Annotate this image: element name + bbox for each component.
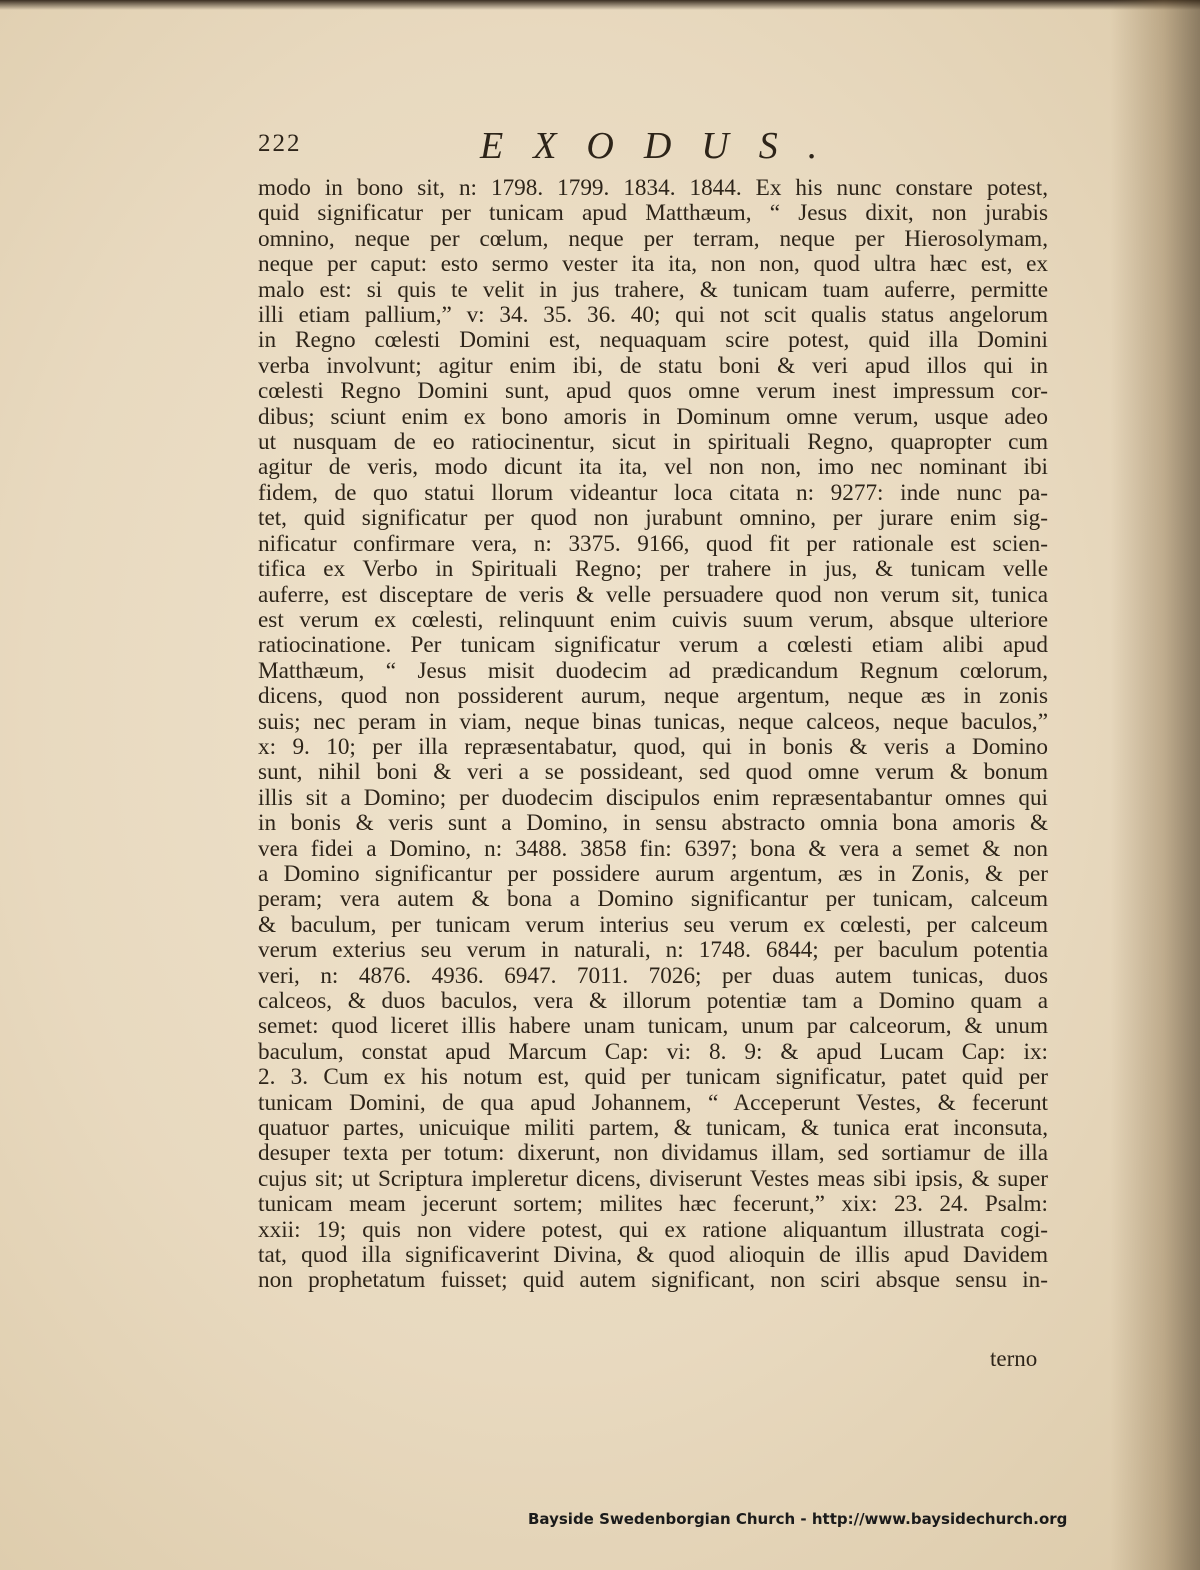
text-line: verum exterius seu verum in naturali, n: 1748. 6844; per baculum potentia [258,937,1048,964]
text-line: modo in bono sit, n: 1798. 1799. 1834. 1844. Ex his nunc constare potest, [258,175,1048,201]
text-line: tat, quod illa significaverint Divina, & quod alioquin de illis apud Davidem [258,1242,1048,1269]
text-line: cœlesti Regno Domini sunt, apud quos omne verum inest impressum cor- [258,378,1048,405]
text-line: tunicam meam jecerunt sortem; milites hæc fecerunt,” xix: 23. 24. Psalm: [258,1191,1048,1218]
text-line: non prophetatum fuisset; quid autem significant, non sciri absque sensu in- [258,1267,1048,1294]
body-text [258,176,1048,1294]
text-line: illi etiam pallium,” v: 34. 35. 36. 40; qui not scit qualis status angelorum [258,302,1048,329]
text-line: tet, quid significatur per quod non jurabunt omnino, per jurare enim sig- [258,505,1048,532]
running-title: EXODUS. [480,125,848,167]
text-line: fidem, de quo statui llorum videantur loca citata n: 9277: inde nunc pa- [258,479,1048,506]
text-line: Matthæum, “ Jesus misit duodecim ad prædicandum Regnum cœlorum, [258,657,1048,684]
text-line: in bonis & veris sunt a Domino, in sensu abstracto omnia bona amoris & [258,810,1048,837]
text-line: sunt, nihil boni & veri a se possideant, sed quod omne verum & bonum [258,759,1048,786]
text-line: a Domino significantur per possidere aurum argentum, æs in Zonis, & per [258,860,1048,887]
text-line: tifica ex Verbo in Spirituali Regno; per trahere in jus, & tunicam velle [258,556,1048,583]
text-line: quid significatur per tunicam apud Matthæum, “ Jesus dixit, non jurabis [258,200,1048,227]
catchword: terno [990,1346,1038,1371]
text-line: verba involvunt; agitur enim ibi, de statu boni & veri apud illos qui in [258,352,1048,379]
text-line: agitur de veris, modo dicunt ita ita, vel non non, imo nec nominant ibi [258,454,1048,481]
page-top-edge [0,0,1200,10]
text-line: dicens, quod non possiderent aurum, neque argentum, neque æs in zonis [258,683,1048,710]
text-line: quatuor partes, unicuique militi partem, & tunicam, & tunica erat inconsuta, [258,1115,1048,1142]
text-line: desuper texta per totum: dixerunt, non dividamus illam, sed sortiamur de illa [258,1140,1048,1167]
text-line: ratiocinatione. Per tunicam significatur verum a cœlesti etiam alibi apud [258,632,1048,659]
text-line: xxii: 19; quis non videre potest, qui ex ratione aliquantum illustrata cogi- [258,1216,1048,1243]
page-gutter-shadow [1110,0,1200,1570]
text-line: nificatur confirmare vera, n: 3375. 9166, quod fit per rationale est scien- [258,530,1048,557]
page-number: 222 [258,130,302,157]
text-line: in Regno cœlesti Domini est, nequaquam scire potest, quid illa Domini [258,327,1048,354]
text-line: cujus sit; ut Scriptura impleretur dicens, diviserunt Vestes meas sibi ipsis, & super [258,1165,1048,1192]
text-line: ut nusquam de eo ratiocinentur, sicut in spirituali Regno, quapropter cum [258,429,1048,456]
text-line: peram; vera autem & bona a Domino significantur per tunicam, calceum [258,886,1048,913]
text-line: & baculum, per tunicam verum interius seu verum ex cœlesti, per calceum [258,911,1048,938]
text-line: dibus; sciunt enim ex bono amoris in Dominum omne verum, usque adeo [258,403,1048,430]
text-line: auferre, est disceptare de veris & velle persuadere quod non verum sit, tunica [258,581,1048,608]
text-line: est verum ex cœlesti, relinquunt enim cuivis suum verum, absque ulteriore [258,606,1048,633]
text-line: 2. 3. Cum ex his notum est, quid per tunicam significatur, patet quid per [258,1064,1048,1091]
text-line: neque per caput: esto sermo vester ita ita, non non, quod ultra hæc est, ex [258,251,1048,278]
text-line: suis; nec peram in viam, neque binas tunicas, neque calceos, neque baculos,” [258,708,1048,735]
text-line: vera fidei a Domino, n: 3488. 3858 fin: 6397; bona & vera a semet & non [258,835,1048,862]
text-line: tunicam Domini, de qua apud Johannem, “ Acceperunt Vestes, & fecerunt [258,1089,1048,1116]
text-line: semet: quod liceret illis habere unam tunicam, unum par calceorum, & unum [258,1013,1048,1040]
text-line: x: 9. 10; per illa repræsentabatur, quod, qui in bonis & veris a Domino [258,733,1048,760]
text-line: illis sit a Domino; per duodecim discipulos enim repræsentabantur omnes qui [258,784,1048,811]
text-line: baculum, constat apud Marcum Cap: vi: 8. 9: & apud Lucam Cap: ix: [258,1038,1048,1065]
page-header [258,124,1058,170]
footer-watermark: Bayside Swedenborgian Church - http://www.baysidechurch.org [528,1510,1068,1528]
text-line: malo est: si quis te velit in jus trahere, & tunicam tuam auferre, permitte [258,276,1048,303]
text-line: veri, n: 4876. 4936. 6947. 7011. 7026; per duas autem tunicas, duos [258,962,1048,989]
text-line: calceos, & duos baculos, vera & illorum potentiæ tam a Domino quam a [258,988,1048,1014]
text-line: omnino, neque per cœlum, neque per terram, neque per Hierosolymam, [258,225,1048,252]
